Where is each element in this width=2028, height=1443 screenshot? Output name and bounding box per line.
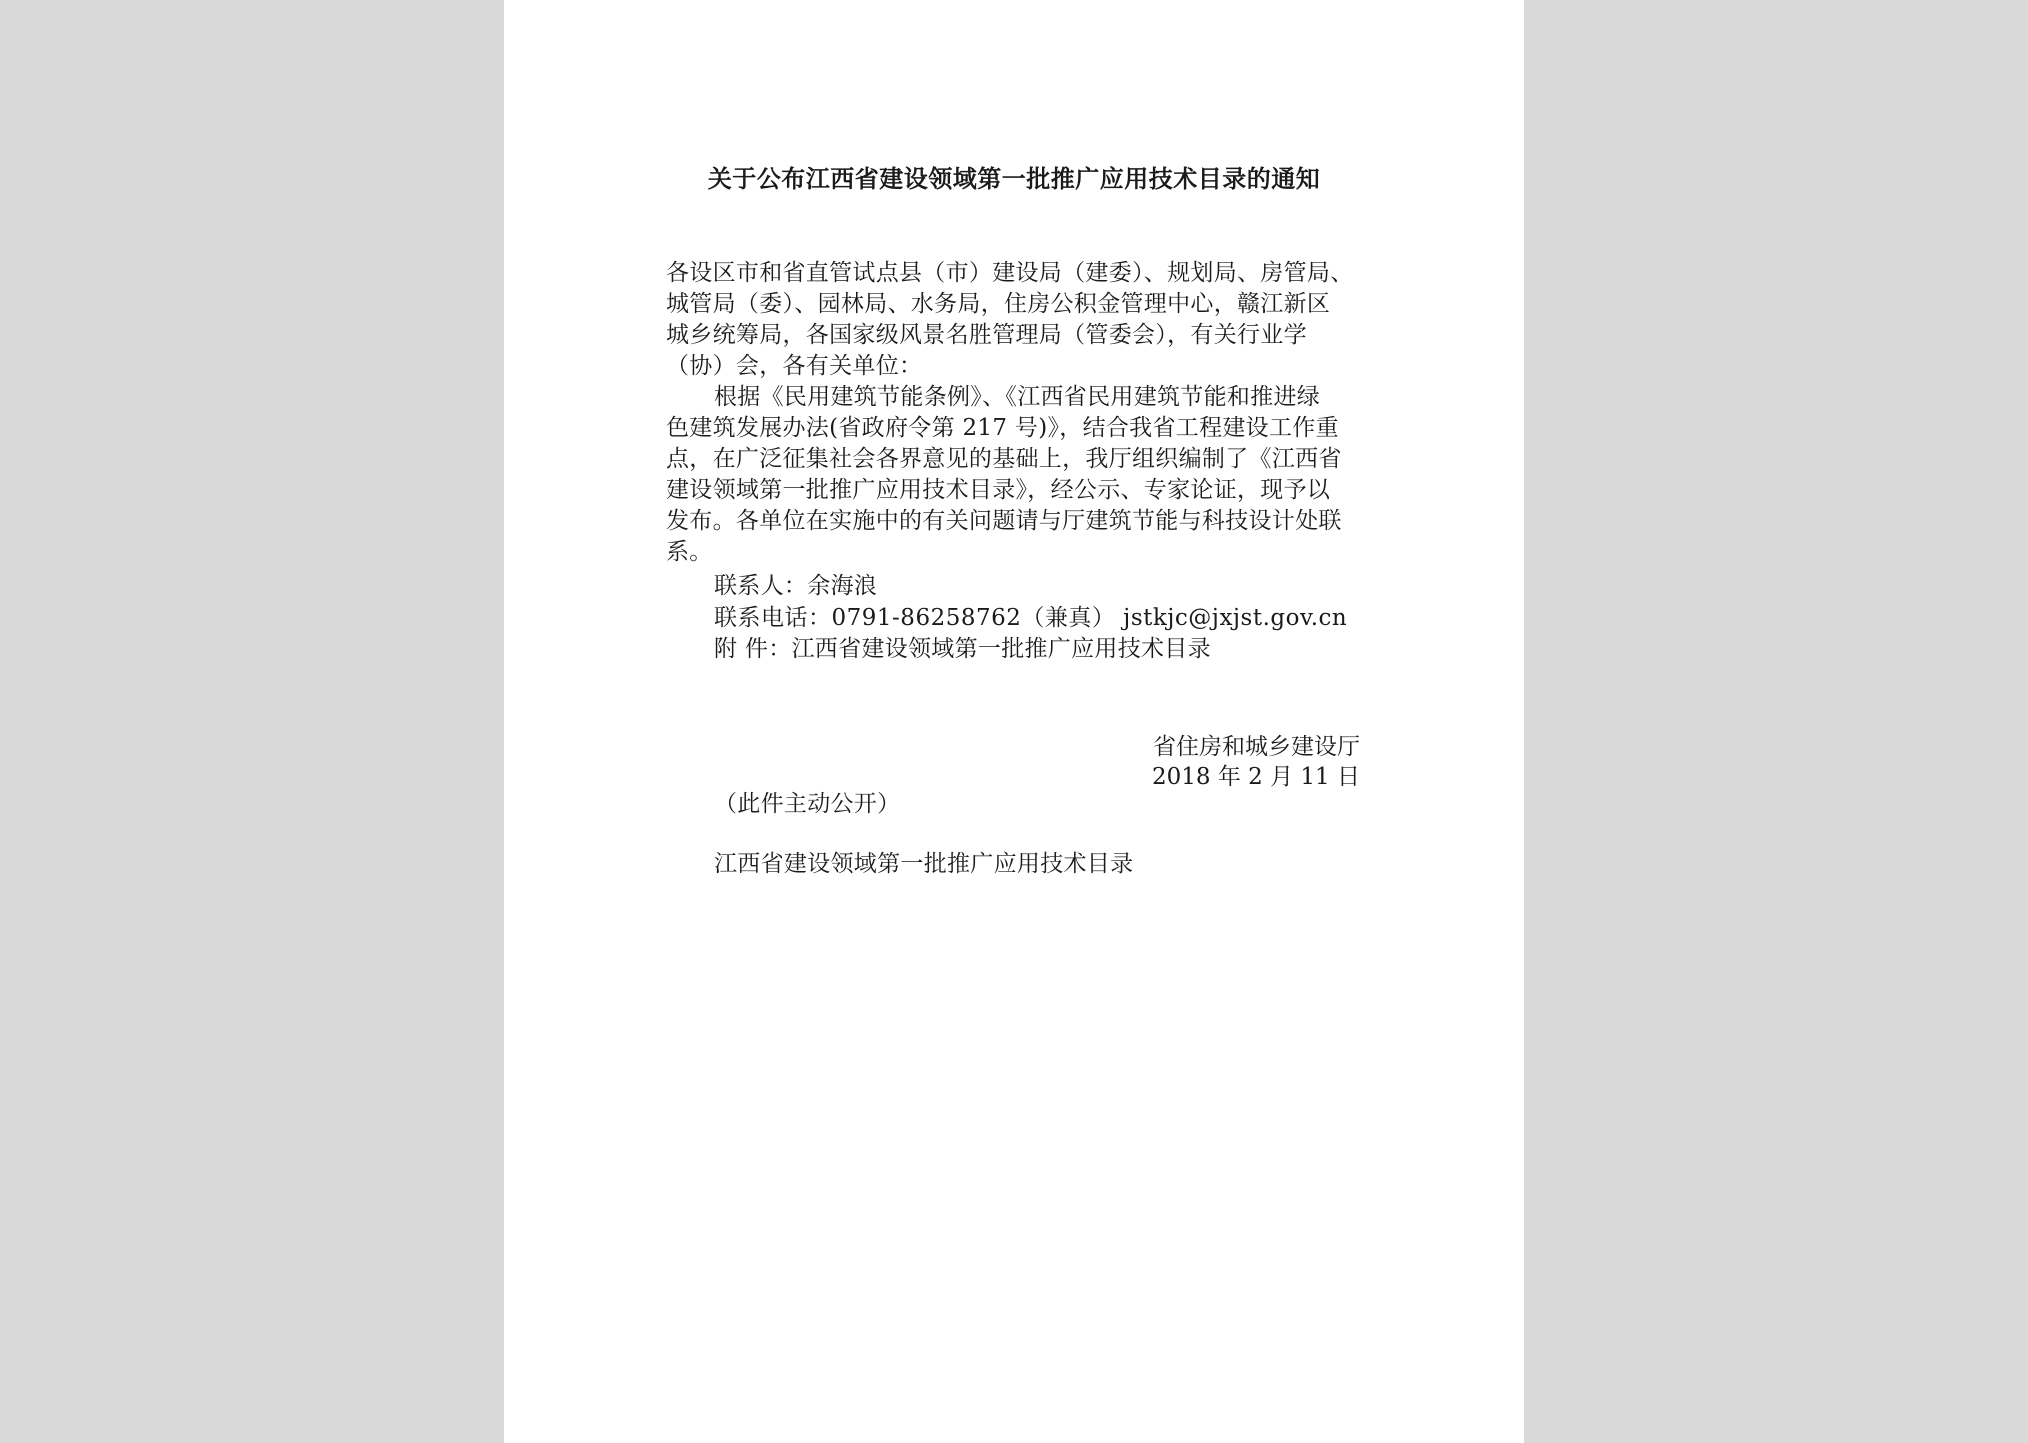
body-line-1: 根据《民用建筑节能条例》、《江西省民用建筑节能和推进绿 xyxy=(714,384,1321,410)
addressee-line-2: 城管局（委）、园林局、水务局，住房公积金管理中心，赣江新区 xyxy=(666,291,1331,317)
appendix-title: 江西省建设领域第一批推广应用技术目录 xyxy=(714,851,1134,877)
addressee-line-4: （协）会，各有关单位： xyxy=(666,353,923,379)
body-line-2: 色建筑发展办法(省政府令第 217 号)》，结合我省工程建设工作重 xyxy=(666,415,1339,441)
disclosure-note: （此件主动公开） xyxy=(714,791,901,817)
contact-person: 联系人：余海浪 xyxy=(714,573,878,599)
addressee-line-3: 城乡统筹局，各国家级风景名胜管理局（管委会），有关行业学 xyxy=(666,322,1307,348)
issuer: 省住房和城乡建设厅 xyxy=(1153,734,1360,760)
attachment-line: 附 件：江西省建设领域第一批推广应用技术目录 xyxy=(714,636,1211,662)
body-line-4: 建设领域第一批推广应用技术目录》，经公示、专家论证，现予以 xyxy=(666,477,1331,503)
document-title: 关于公布江西省建设领域第一批推广应用技术目录的通知 xyxy=(707,165,1321,193)
issue-date: 2018 年 2 月 11 日 xyxy=(1152,764,1360,790)
body-line-6: 系。 xyxy=(666,539,713,565)
contact-phone: 联系电话：0791-86258762（兼真） jstkjc@jxjst.gov.cn xyxy=(714,605,1348,631)
body-line-3: 点，在广泛征集社会各界意见的基础上，我厅组织编制了《江西省 xyxy=(666,446,1342,472)
document-page xyxy=(504,0,1524,1443)
addressee-line-1: 各设区市和省直管试点县（市）建设局（建委）、规划局、房管局、 xyxy=(666,260,1354,286)
body-line-5: 发布。各单位在实施中的有关问题请与厅建筑节能与科技设计处联 xyxy=(666,508,1342,534)
